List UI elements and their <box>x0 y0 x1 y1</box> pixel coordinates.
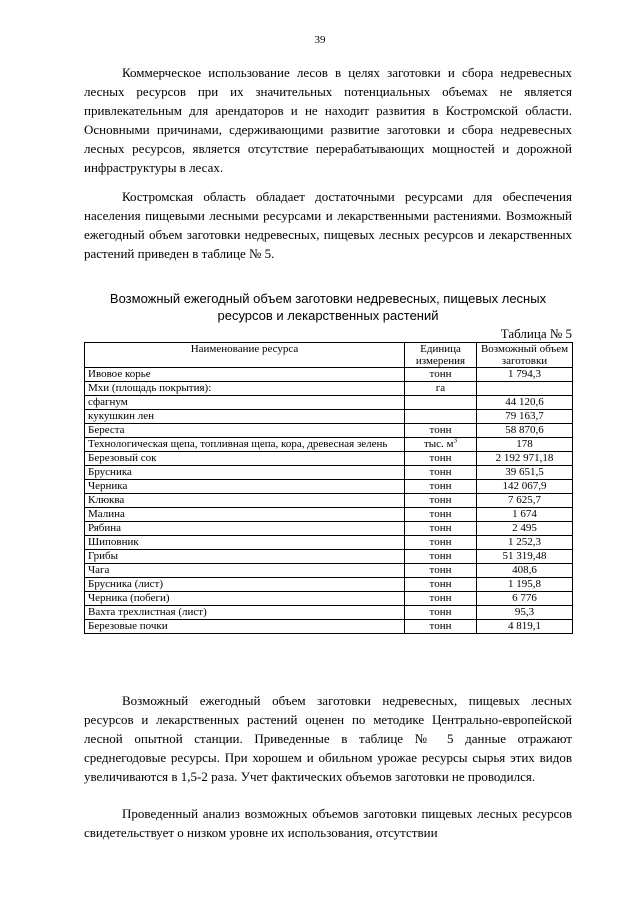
cell-unit: тонн <box>405 522 477 536</box>
paragraph-3: Возможный ежегодный объем заготовки недревесных, пищевых лесных ресурсов и лекарственных растений оценен по методике Центрально-европейской лесной опытной станции. Приведенные в таблице № 5 данные отражают среднегодовые ресурсы. При хорошем и обильном урожае ресурсы сырья этих видов увеличиваются в 1,5-2 раза. Учет фактических объемов заготовки не проводился. <box>84 693 572 784</box>
cell-unit: тонн <box>405 536 477 550</box>
table-row <box>85 606 573 620</box>
paragraph-1: Коммерческое использование лесов в целях заготовки и сбора недревесных лесных ресурсов при их значительных потенциальных объемах не является привлекательным для арендаторов и не находит развития в Костромской области. Основными причинами, сдерживающими развитие заготовки и сбора недревесных лесных ресурсов, является отсутствие перерабатывающих мощностей и дорожной инфраструктуры в лесах. <box>84 65 572 175</box>
cell-unit: тонн <box>405 368 477 382</box>
cell-volume: 2 495 <box>477 522 573 536</box>
cell-unit: тонн <box>405 564 477 578</box>
cell-volume: 408,6 <box>477 564 573 578</box>
cell-unit: тонн <box>405 620 477 634</box>
cell-unit: тонн <box>405 480 477 494</box>
table-number: Таблица № 5 <box>500 326 572 341</box>
cell-resource-name: Шиповник <box>85 536 405 550</box>
table-row <box>85 522 573 536</box>
cell-unit: тонн <box>405 424 477 438</box>
paragraph-4: Проведенный анализ возможных объемов заготовки пищевых лесных ресурсов свидетельствует о низком уровне их использования, отсутствии <box>84 806 572 840</box>
table-row <box>85 466 573 480</box>
cell-resource-name: Черника <box>85 480 405 494</box>
cell-resource-name: Брусника (лист) <box>85 578 405 592</box>
cell-volume: 39 651,5 <box>477 466 573 480</box>
cell-resource-name: Черника (побеги) <box>85 592 405 606</box>
table-row <box>85 382 573 396</box>
cell-resource-name: Береста <box>85 424 405 438</box>
cell-unit: тонн <box>405 550 477 564</box>
page-number: 39 <box>314 34 326 46</box>
cell-volume <box>477 382 573 396</box>
cell-volume: 1 252,3 <box>477 536 573 550</box>
header-unit: Единица измерения <box>405 343 477 368</box>
table-row <box>85 536 573 550</box>
table-row <box>85 452 573 466</box>
cell-volume: 58 870,6 <box>477 424 573 438</box>
cell-volume: 1 674 <box>477 508 573 522</box>
header-volume: Возможный объем заготовки <box>477 343 573 368</box>
table-row <box>85 592 573 606</box>
table-row <box>85 424 573 438</box>
cell-resource-name: Мхи (площадь покрытия): <box>85 382 405 396</box>
cell-resource-name: сфагнум <box>85 396 405 410</box>
cell-unit: тонн <box>405 466 477 480</box>
cell-resource-name: Березовый сок <box>85 452 405 466</box>
cell-volume: 4 819,1 <box>477 620 573 634</box>
cell-volume: 79 163,7 <box>477 410 573 424</box>
cell-volume: 1 195,8 <box>477 578 573 592</box>
cell-resource-name: Ивовое корье <box>85 368 405 382</box>
table-row <box>85 410 573 424</box>
cell-volume: 178 <box>477 438 573 452</box>
table-row <box>85 564 573 578</box>
table-row <box>85 368 573 382</box>
cell-volume: 7 625,7 <box>477 494 573 508</box>
resources-table <box>84 342 573 634</box>
cell-unit: тонн <box>405 452 477 466</box>
table-row <box>85 494 573 508</box>
cell-unit: тонн <box>405 494 477 508</box>
cell-resource-name: кукушкин лен <box>85 410 405 424</box>
cell-resource-name: Брусника <box>85 466 405 480</box>
header-resource-name: Наименование ресурса <box>85 343 405 368</box>
cell-volume: 2 192 971,18 <box>477 452 573 466</box>
cell-unit <box>405 396 477 410</box>
cell-volume: 6 776 <box>477 592 573 606</box>
table-header-row <box>85 343 573 368</box>
cell-unit <box>405 410 477 424</box>
cell-unit: тонн <box>405 592 477 606</box>
cell-volume: 95,3 <box>477 606 573 620</box>
table-row <box>85 438 573 452</box>
cell-resource-name: Технологическая щепа, топливная щепа, кора, древесная зелень <box>85 438 405 452</box>
table-row <box>85 550 573 564</box>
cell-volume: 51 319,48 <box>477 550 573 564</box>
cell-resource-name: Грибы <box>85 550 405 564</box>
table-row <box>85 578 573 592</box>
table-row <box>85 620 573 634</box>
table-row <box>85 396 573 410</box>
cell-unit: тыс. $м^3$ <box>405 438 477 452</box>
paragraph-2: Костромская область обладает достаточными ресурсами для обеспечения населения пищевыми лесными ресурсами и лекарственными растениями. Возможный ежегодный объем заготовки недревесных, пищевых лесных ресурсов и лекарственных растений приведен в таблице № 5. <box>84 189 572 261</box>
cell-volume: 142 067,9 <box>477 480 573 494</box>
cell-resource-name: Березовые почки <box>85 620 405 634</box>
table-row <box>85 508 573 522</box>
cell-resource-name: Рябина <box>85 522 405 536</box>
cell-resource-name: Малина <box>85 508 405 522</box>
table-caption: Возможный ежегодный объем заготовки недревесных, пищевых лесных ресурсов и лекарственных растений <box>109 291 547 323</box>
cell-volume: 1 794,3 <box>477 368 573 382</box>
cell-unit: га <box>405 382 477 396</box>
cell-resource-name: Чага <box>85 564 405 578</box>
cell-unit: тонн <box>405 606 477 620</box>
cell-volume: 44 120,6 <box>477 396 573 410</box>
cell-resource-name: Вахта трехлистная (лист) <box>85 606 405 620</box>
cell-unit: тонн <box>405 508 477 522</box>
cell-unit: тонн <box>405 578 477 592</box>
table-row <box>85 480 573 494</box>
cell-resource-name: Клюква <box>85 494 405 508</box>
